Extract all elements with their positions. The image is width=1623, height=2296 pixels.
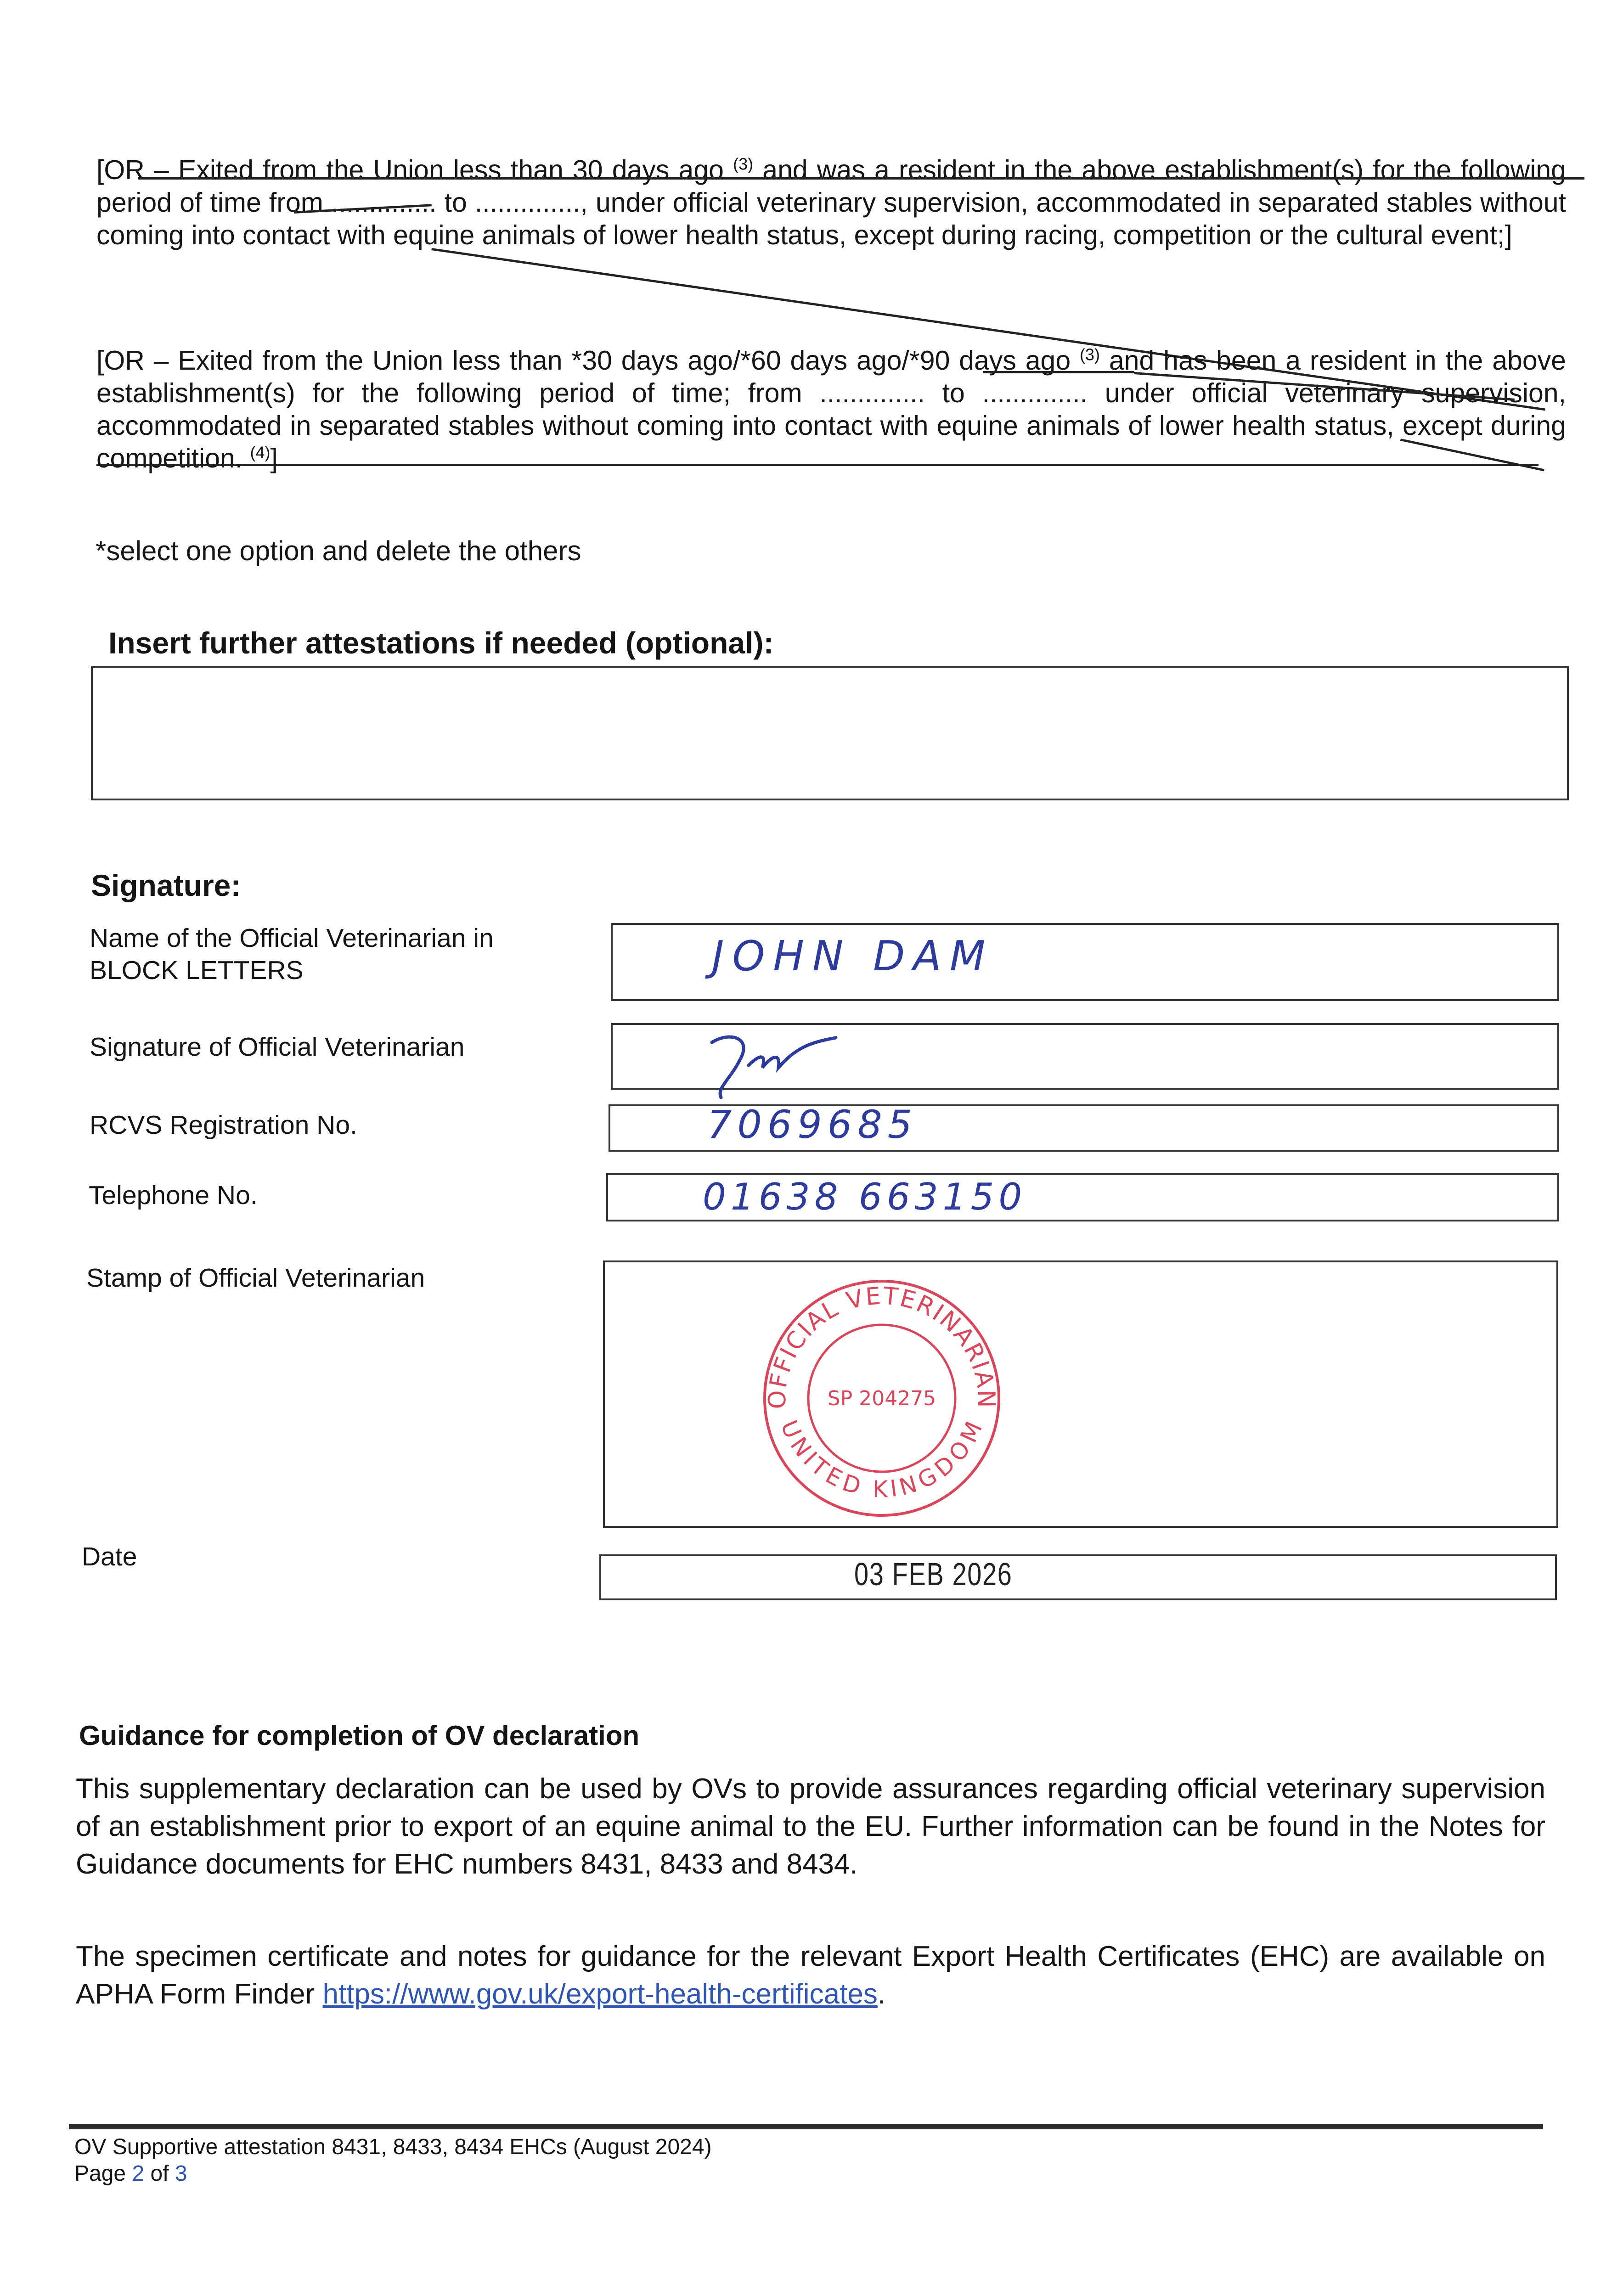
date-field[interactable] [599, 1554, 1557, 1600]
name-handwritten: JOHN DAM [712, 932, 994, 980]
page-num: 2 [132, 2161, 145, 2186]
name-label [90, 922, 494, 986]
guidance-para2-end: . [877, 1978, 886, 2010]
option2-text3: ] [270, 443, 278, 473]
strike-line [983, 371, 1134, 373]
telephone-handwritten: 01638 663150 [703, 1176, 1027, 1218]
guidance-paragraph-2 [76, 1938, 1545, 2013]
option1-ref: (3) [733, 154, 754, 174]
rcvs-label: RCVS Registration No. [90, 1110, 357, 1140]
stamp-top-text: OFFICIAL VETERINARIAN [763, 1282, 1000, 1409]
signature-heading: Signature: [91, 868, 241, 902]
footer-title: OV Supportive attestation 8431, 8433, 8434 EHCs (August 2024) [74, 2135, 712, 2159]
option2-ref2: (4) [250, 443, 270, 462]
official-veterinarian-stamp [753, 1267, 1010, 1525]
page-word: Page [74, 2161, 126, 2186]
name-label-line2: BLOCK LETTERS [90, 956, 304, 985]
strike-line [96, 464, 1538, 466]
option2-text2: and has been a resident in the above establishment(s) for the following period of time; from .............. to .............. under official veterinary supervision, accommodated in separated stables without coming into contact with equine animals of lower health status, except during competition. [96, 345, 1566, 473]
guidance-heading: Guidance for completion of OV declaration [79, 1720, 640, 1751]
rcvs-handwritten: 7069685 [707, 1102, 918, 1147]
footer-rule [69, 2124, 1543, 2129]
option1-text: [OR – Exited from the Union less than 30 days ago [96, 155, 724, 185]
stamp-label: Stamp of Official Veterinarian [86, 1263, 425, 1293]
stamp-bottom-text: UNITED KINGDOM [775, 1416, 988, 1503]
option-paragraph-2 [96, 344, 1566, 475]
date-stamp: 03 FEB 2026 [854, 1556, 1013, 1592]
guidance-paragraph-1: This supplementary declaration can be used by OVs to provide assurances regarding official veterinary supervision of an establishment prior to export of an equine animal to the EU. Further information can be found in the Notes for Guidance documents for EHC numbers 8431, 8433 and 8434. [76, 1773, 1545, 1880]
footer-page-number [74, 2161, 187, 2186]
date-label: Date [82, 1542, 137, 1571]
select-note: *select one option and delete the others [96, 535, 581, 566]
name-label-line1: Name of the Official Veterinarian in [90, 923, 494, 953]
stamp-field[interactable] [603, 1261, 1558, 1528]
option-paragraph-1 [96, 154, 1566, 252]
further-attestations-box[interactable] [91, 666, 1569, 800]
export-health-certificates-link[interactable]: https://www.gov.uk/export-health-certificates [322, 1978, 878, 2010]
option2-text: [OR – Exited from the Union less than *30 days ago/*60 days ago/*90 days ago [96, 345, 1071, 376]
strike-line [138, 177, 1584, 180]
guidance-para2-text: The specimen certificate and notes for guidance for the relevant Export Health Certificates (EHC) are available on APHA Form Finder [76, 1941, 1545, 2010]
further-attestations-heading: Insert further attestations if needed (optional): [108, 626, 774, 660]
stamp-center-text: SP 204275 [827, 1387, 936, 1410]
page-total: 3 [175, 2161, 187, 2186]
option2-ref: (3) [1080, 345, 1100, 364]
signature-scribble [689, 1024, 863, 1102]
option1-text2: and was a resident in the above establishment(s) for the following period of time from .............. to .............., under official veterinary supervision, accommodated in separated stables without coming into contact with equine animals of lower health status, except during racing, competition or the cultural event;] [96, 155, 1566, 250]
of-word: of [150, 2161, 169, 2186]
telephone-label: Telephone No. [89, 1181, 258, 1210]
signature-label: Signature of Official Veterinarian [90, 1032, 465, 1062]
